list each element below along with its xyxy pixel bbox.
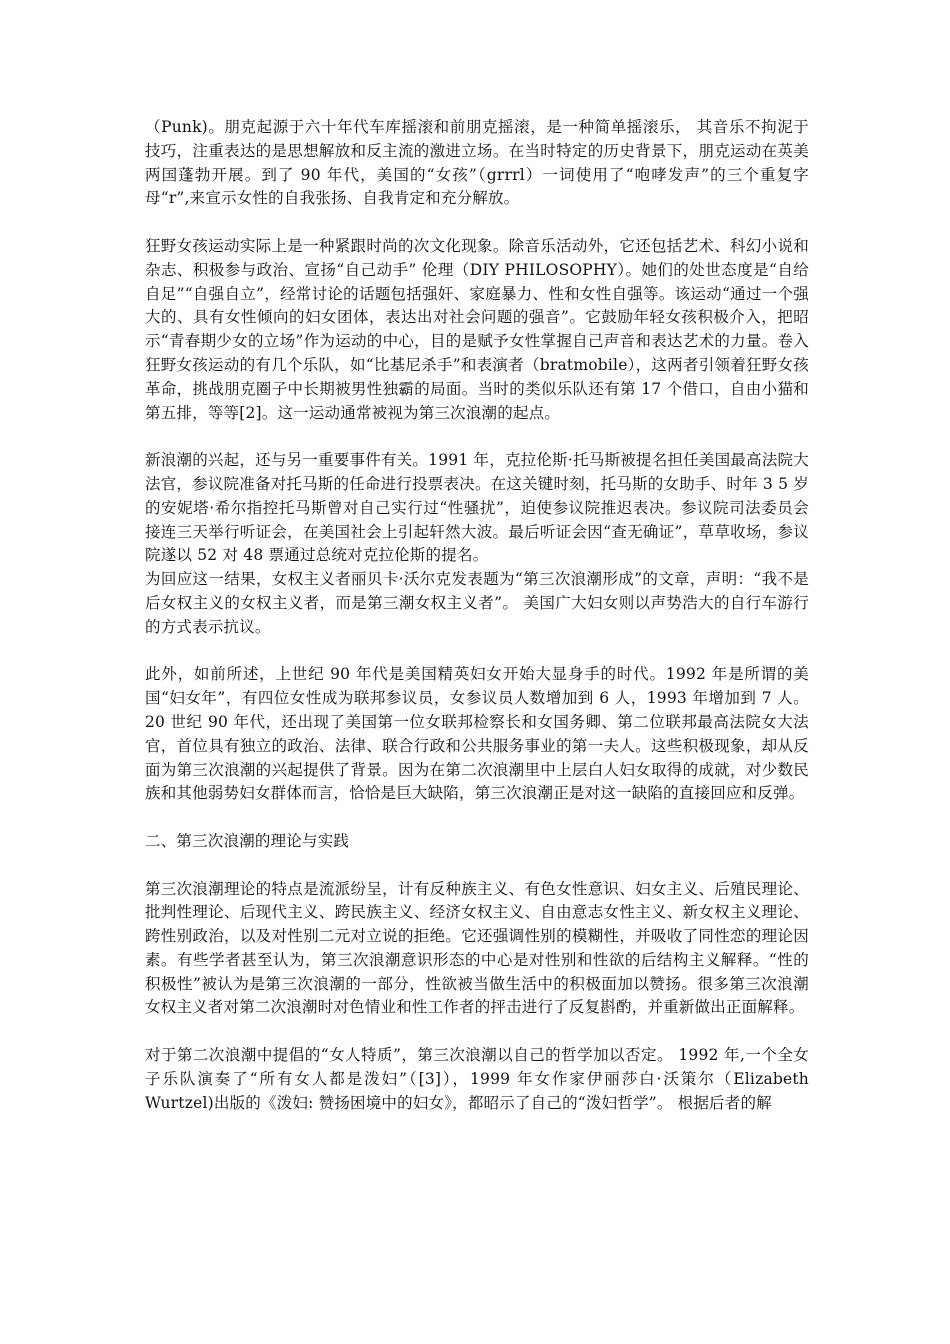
paragraph-gap xyxy=(145,640,809,664)
paragraph-thomas-nomination: 新浪潮的兴起，还与另一重要事件有关。1991 年，克拉伦斯·托马斯被提名担任美国最高法院大法官，参议院准备对托马斯的任命进行投票表决。在这关键时刻，托马斯的女助手、时年 3 5 岁的安妮塔·希尔指控托马斯曾对自己实行过“性骚扰”，迫使参议院推迟表决。参议院司法委员会接连三天举行听证会，在美国社会上引起轩然大波。最后听证会因“查无确证”，草草收场，参议院遂以 52 对 48 票通过总统对克拉伦斯的提名。 xyxy=(145,451,809,565)
paragraph-riot-grrrl: 狂野女孩运动实际上是一种紧跟时尚的次文化现象。除音乐活动外，它还包括艺术、科幻小说和杂志、积极参与政治、宣扬“自己动手” 伦理（DIY PHILOSOPHY）。她们的处世态度是“自给自足”“自强自立”，经常讨论的话题包括强奸、家庭暴力、性和女性自强等。该运动“通过一个强大的、具有女性倾向的妇女团体，表达出对社会问题的强音”。它鼓励年轻女孩积极介入，把昭示“青春期少女的立场”作为运动的中心，目的是赋予女性掌握自己声音和表达艺术的力量。卷入狂野女孩运动的有几个乐队，如“比基尼杀手”和表演者（bratmobile），这两者引领着狂野女孩革命，挑战朋克圈子中长期被男性独霸的局面。当时的类似乐队还有第 17 个借口，自由小猫和第五排，等等[2]。这一运动通常被视为第三次浪潮的起点。 xyxy=(145,236,809,422)
paragraph-third-wave-theory: 第三次浪潮理论的特点是流派纷呈，计有反种族主义、有色女性意识、妇女主义、后殖民理论、批判性理论、后现代主义、跨民族主义、经济女权主义、自由意志女性主义、新女权主义理论、跨性别政治，以及对性别二元对立说的拒绝。它还强调性别的模糊性，并吸收了同性恋的理论因素。有些学者甚至认为，第三次浪潮意识形态的中心是对性别和性欲的后结构主义解释。“性的积极性”被认为是第三次浪潮的一部分，性欲被当做生活中的积极面加以赞扬。很多第三次浪潮女权主义者对第二次浪潮时对色情业和性工作者的抨击进行了反复斟酌，并重新做出正面解释。 xyxy=(145,879,809,1017)
paragraph-1990s-elite-women: 此外，如前所述，上世纪 90 年代是美国精英妇女开始大显身手的时代。1992 年是所谓的美国“妇女年”，有四位女性成为联邦参议员，女参议员人数增加到 6 人，1993 年增加到 7 人。20 世纪 90 年代，还出现了美国第一位女联邦检察长和女国务卿、第二位联邦最高法院女大法官，首位具有独立的政治、法律、联合行政和公共服务事业的第一夫人。这些积极现象，却从反面为第三次浪潮的兴起提供了背景。因为在第二次浪潮里中上层白人妇女取得的成就，对少数民族和其他弱势妇女群体而言，恰恰是巨大缺陷，第三次浪潮正是对这一缺陷的直接回应和反弹。 xyxy=(145,665,809,803)
paragraph-gap xyxy=(145,806,809,830)
paragraph-bitch-philosophy: 对于第二次浪潮中提倡的“女人特质”，第三次浪潮以自己的哲学加以否定。 1992 年,一个全女子乐队演奏了“所有女人都是泼妇”（[3]），1999 年女作家伊丽莎白·沃策尔（Elizabeth Wurtzel)出版的《泼妇: 赞扬困境中的妇女》，都昭示了自己的“泼妇哲学”。 根据后者的解 xyxy=(145,1046,809,1112)
paragraph-punk-origin: （Punk)。朋克起源于六十年代车库摇滚和前朋克摇滚，是一种简单摇滚乐， 其音乐不拘泥于技巧，注重表达的是思想解放和反主流的激进立场。在当时特定的历史背景下，朋克运动在英美两国蓬勃开展。到了 90 年代，美国的“女孩”（grrrl）一词使用了“咆哮发声”的三个重复字母“r”,来宣示女性的自我张扬、自我肯定和充分解放。 xyxy=(145,118,809,208)
paragraph-gap xyxy=(145,854,809,878)
paragraph-walker-response: 为回应这一结果，女权主义者丽贝卡·沃尔克发表题为“第三次浪潮形成”的文章，声明：“我不是后女权主义的女权主义者，而是第三潮女权主义者”。 美国广大妇女则以声势浩大的自行车游行的方式表示抗议。 xyxy=(145,570,809,636)
paragraph-gap xyxy=(145,425,809,449)
paragraph-gap xyxy=(145,211,809,235)
paragraph-gap xyxy=(145,1020,809,1044)
section-heading: 二、第三次浪潮的理论与实践 xyxy=(145,831,350,850)
document-body xyxy=(145,116,809,1115)
